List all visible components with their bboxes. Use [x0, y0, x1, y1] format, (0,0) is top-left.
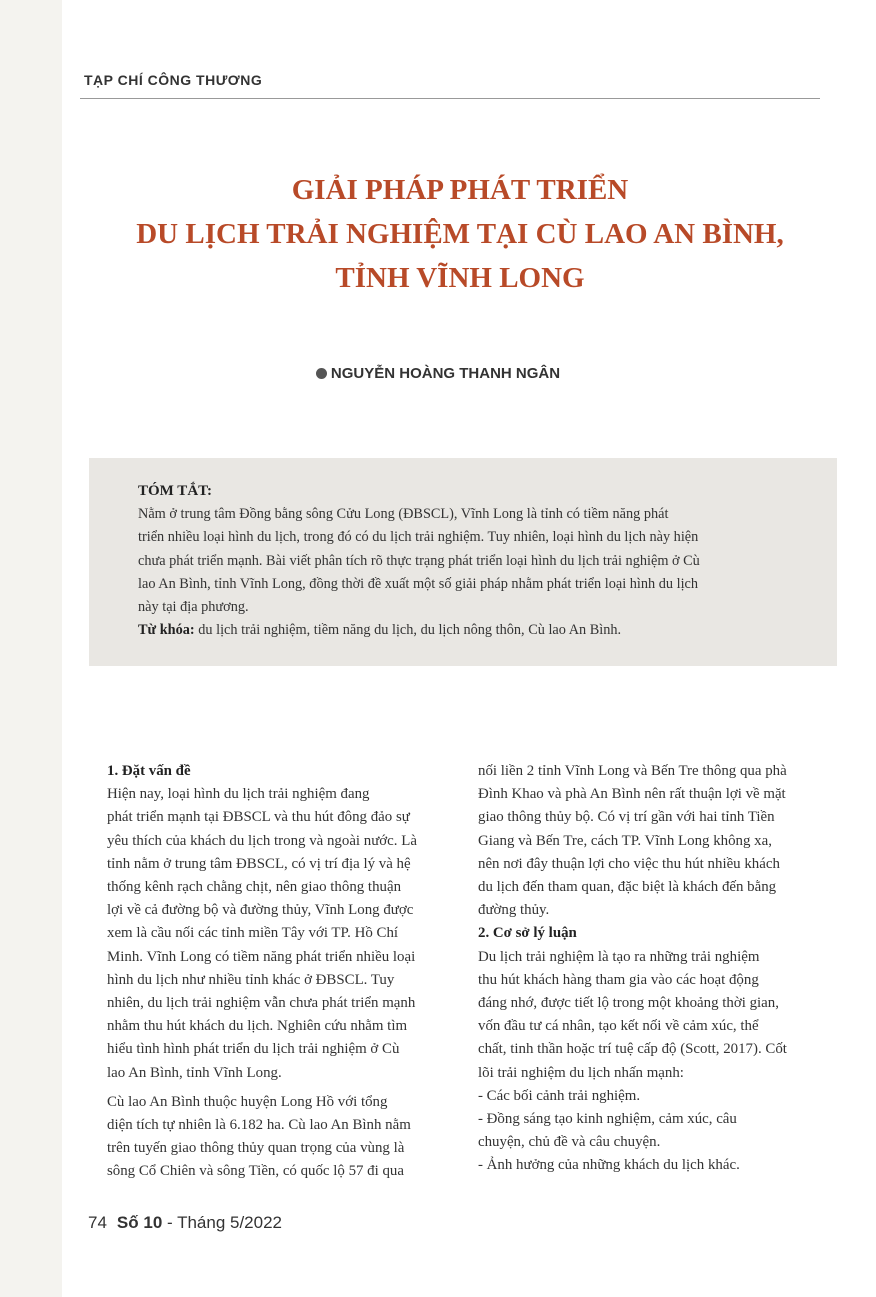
page-number: 74: [88, 1213, 107, 1232]
title-line: DU LỊCH TRẢI NGHIỆM TẠI CÙ LAO AN BÌNH,: [136, 218, 784, 250]
text-line: Giang và Bến Tre, cách TP. Vĩnh Long không xa,: [478, 832, 772, 849]
text-line: hình du lịch như nhiều tỉnh khác ở ĐBSCL. Tuy: [107, 971, 395, 988]
text-line: hiểu tình hình phát triển du lịch trải nghiệm ở Cù: [107, 1041, 400, 1058]
text-line: Minh. Vĩnh Long có tiềm năng phát triển nhiều loại: [107, 948, 416, 965]
section-heading: 1. Đặt vấn đề: [107, 763, 191, 779]
text-line: tỉnh nằm ở trung tâm ĐBSCL, có vị trí địa lý và hệ: [107, 855, 411, 872]
text-line: sông Cổ Chiên và sông Tiền, có quốc lộ 57 đi qua: [107, 1163, 404, 1180]
text-line: chất, tinh thần hoặc trí tuệ cấp độ (Scott, 2017). Cốt: [478, 1041, 787, 1058]
journal-name: TẠP CHÍ CÔNG THƯƠNG: [84, 72, 263, 88]
author-byline: [0, 365, 876, 382]
header-rule: [80, 98, 820, 99]
text-line: xem là cầu nối các tỉnh miền Tây với TP. Hồ Chí: [107, 925, 399, 942]
text-line: vốn đầu tư cá nhân, tạo kết nối về cảm xúc, thể: [478, 1018, 759, 1035]
bullet-line: - Đồng sáng tạo kinh nghiệm, cảm xúc, câu: [478, 1111, 737, 1128]
text-line: lao An Bình, tỉnh Vĩnh Long.: [107, 1064, 282, 1081]
text-line: lợi về cả đường bộ và đường thủy, Vĩnh Long được: [107, 902, 414, 919]
abstract-line: Nằm ở trung tâm Đồng bằng sông Cửu Long (ĐBSCL), Vĩnh Long là tỉnh có tiềm năng phát: [138, 506, 669, 522]
author-name: NGUYỄN HOÀNG THANH NGÂN: [330, 365, 561, 382]
abstract-line: triển nhiều loại hình du lịch, trong đó có du lịch trải nghiệm. Tuy nhiên, loại hình du lịch này hiện: [138, 529, 699, 546]
article-title: [80, 168, 840, 300]
text-line: đường thủy.: [478, 902, 550, 919]
abstract-line: này tại địa phương.: [138, 599, 249, 616]
text-line: nhằm thu hút khách du lịch. Nghiên cứu nhằm tìm: [107, 1018, 408, 1035]
abstract-box: [89, 458, 837, 666]
text-line: nhiên, du lịch trải nghiệm vẫn chưa phát triển mạnh: [107, 995, 416, 1012]
abstract-line: chưa phát triển mạnh. Bài viết phân tích rõ thực trạng phát triển loại hình du lịch trải nghiệm ở Cù: [138, 552, 700, 569]
keywords: [138, 619, 808, 642]
text-line: trên tuyến giao thông thủy quan trọng của vùng là: [107, 1140, 405, 1157]
bullet-line: - Ảnh hưởng của những khách du lịch khác.: [478, 1157, 740, 1174]
text-line: Đình Khao và phà An Bình nên rất thuận lợi về mặt: [478, 786, 786, 803]
abstract-heading: TÓM TẮT:: [138, 483, 213, 499]
left-column: [107, 760, 463, 1184]
text-line: Du lịch trải nghiệm là tạo ra những trải nghiệm: [478, 948, 760, 965]
page-footer: [88, 1213, 282, 1233]
text-line: diện tích tự nhiên là 6.182 ha. Cù lao An Bình nằm: [107, 1117, 411, 1134]
text-line: yêu thích của khách du lịch trong và ngoài nước. Là: [107, 832, 417, 849]
keywords-label: Từ khóa:: [138, 622, 195, 639]
text-line: thống kênh rạch chằng chịt, nên giao thông thuận: [107, 879, 402, 896]
text-line: lõi trải nghiệm du lịch nhấn mạnh:: [478, 1064, 684, 1081]
text-line: nối liền 2 tỉnh Vĩnh Long và Bến Tre thông qua phà: [478, 763, 787, 779]
abstract-body: [138, 503, 808, 643]
bullet-line: - Các bối cảnh trải nghiệm.: [478, 1087, 641, 1104]
text-line: phát triển mạnh tại ĐBSCL và thu hút đông đảo sự: [107, 809, 410, 826]
text-line: đáng nhớ, được tiết lộ trong một khoảng thời gian,: [478, 995, 779, 1012]
abstract-line: lao An Bình, tỉnh Vĩnh Long, đồng thời đề xuất một số giải pháp nhằm phát triển loại hình du lịch: [138, 575, 699, 592]
issue-number: Số 10: [116, 1213, 163, 1232]
title-line: GIẢI PHÁP PHÁT TRIỂN: [291, 174, 629, 206]
bullet-dot-icon: [316, 368, 327, 379]
keywords-text: du lịch trải nghiệm, tiềm năng du lịch, du lịch nông thôn, Cù lao An Bình.: [194, 622, 622, 639]
text-line: giao thông thủy bộ. Có vị trí gần với hai tỉnh Tiền: [478, 809, 775, 826]
bullet-line: chuyện, chủ đề và câu chuyện.: [478, 1134, 661, 1151]
right-column: [478, 760, 834, 1178]
text-line: du lịch đến tham quan, đặc biệt là khách đến bằng: [478, 879, 777, 896]
title-line: TỈNH VĨNH LONG: [335, 262, 585, 294]
text-line: thu hút khách hàng tham gia vào các hoạt động: [478, 971, 759, 988]
issue-date: - Tháng 5/2022: [162, 1213, 283, 1232]
text-line: Cù lao An Bình thuộc huyện Long Hồ với tổng: [107, 1093, 388, 1110]
text-line: Hiện nay, loại hình du lịch trải nghiệm đang: [107, 786, 370, 803]
text-line: nên nơi đây thuận lợi cho việc thu hút nhiều khách: [478, 855, 780, 872]
section-heading: 2. Cơ sở lý luận: [478, 925, 577, 942]
